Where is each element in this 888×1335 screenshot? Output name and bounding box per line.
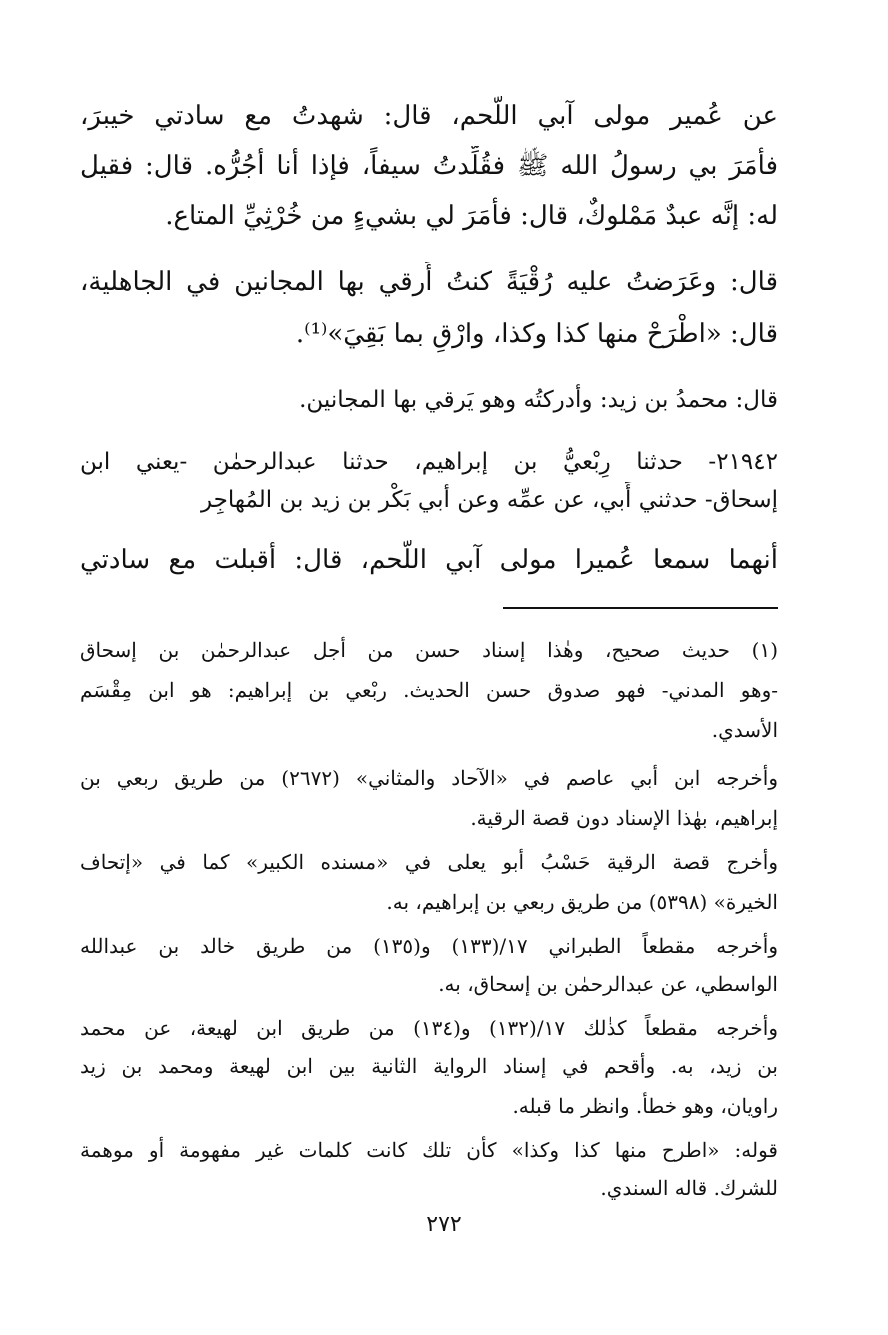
footnote-line: (١) حديث صحيح، وهٰذا إسناد حسن من أجل عبدالرحمٰن بن إسحاق [80,638,778,662]
footnote-line: إبراهيم، بهٰذا الإسناد دون قصة الرقية. [470,806,778,830]
main-text-line: أنهما سمعا عُميرا مولى آبي اللَّحم، قال: أقبلت مع سادتي [80,545,778,575]
main-text-line: قال: وعَرَضتُ عليه رُقْيَةً كنتُ أَرقي بها المجانين في الجاهلية، [80,267,778,297]
footnote-line: راويان، وهو خطأ. وانظر ما قبله. [512,1094,778,1118]
main-text-line: له: إنَّه عبدٌ مَمْلوكٌ، قال: فأَمَرَ لي بشيءٍ من خُرْثِيِّ المتاع. [165,201,778,231]
footnote-line: الواسطي، عن عبدالرحمٰن بن إسحاق، به. [438,972,778,996]
hadith-chain-line: ٢١٩٤٢- حدثنا رِبْعيُّ بن إبراهيم، حدثنا عبدالرحمٰن -يعني ابن [80,449,778,475]
main-text-line: فأَمَرَ بي رسولُ الله ﷺ فقُلِّدتُ سيفاً، فإذا أنا أجُرُّه. قال: فقيل [80,151,778,181]
footnote-line: -وهو المدني- فهو صدوق حسن الحديث. ربْعي بن إبراهيم: هو ابن مِقْسَم [80,678,778,702]
footnote-line: للشرك. قاله السندي. [600,1176,778,1200]
footnote-line: قوله: «اطرح منها كذا وكذا» كأن تلك كانت كلمات غير مفهومة أو موهمة [80,1138,778,1162]
footnote-line: الخيرة» (٥٣٩٨) من طريق ربعي بن إبراهيم، به. [386,890,778,914]
footnote-line: وأخرجه مقطعاً كذٰلك ١٧/(١٣٢) و(١٣٤) من طريق ابن لهيعة، عن محمد [80,1016,778,1040]
main-text-line: عن عُمير مولى آبي اللَّحم، قال: شهدتُ مع سادتي خيبرَ، [80,101,778,131]
main-text-line: قال: «اطْرَحْ منها كذا وكذا، وارْقِ بما بَقِيَ»⁽¹⁾. [295,319,778,349]
main-text-line: قال: محمدُ بن زيد: وأدركتُه وهو يَرقي بها المجانين. [299,387,778,413]
footnote-line: وأخرج قصة الرقية حَسْبُ أبو يعلى في «مسنده الكبير» كما في «إتحاف [80,850,778,874]
footnote-line: بن زيد، به. وأقحم في إسناد الرواية الثانية بين ابن لهيعة ومحمد بن زيد [80,1054,778,1078]
page-number: ٢٧٢ [426,1212,462,1237]
footnote-line: وأخرجه مقطعاً الطبراني ١٧/(١٣٣) و(١٣٥) من طريق خالد بن عبدالله [80,934,778,958]
footnote-separator [503,607,778,609]
footnote-line: وأخرجه ابن أبي عاصم في «الآحاد والمثاني» (٢٦٧٢) من طريق ربعي بن [80,766,778,790]
hadith-chain-line: إسحاق- حدثني أَبي، عن عمِّه وعن أبي بَكْر بن زيد بن المُهاجِر [200,487,778,513]
footnote-line: الأسدي. [711,718,778,742]
